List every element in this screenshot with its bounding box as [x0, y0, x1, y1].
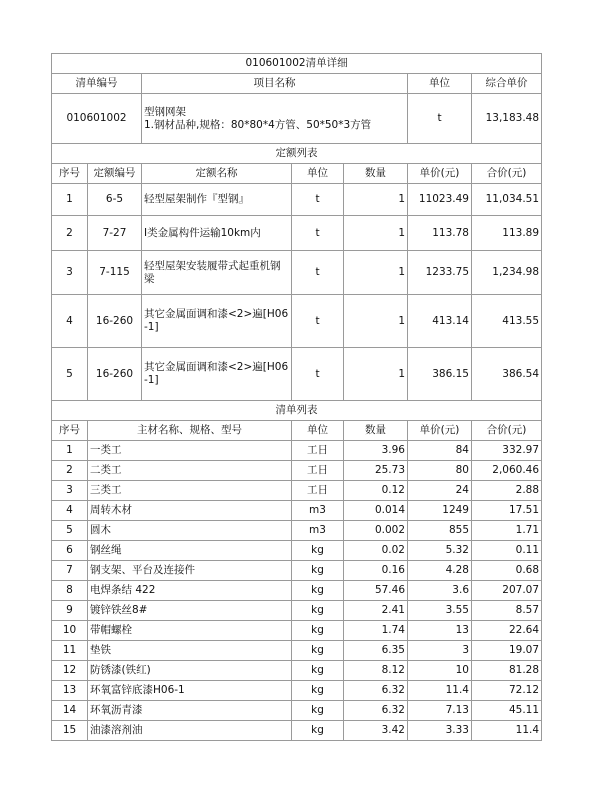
material-total: 72.12 [472, 681, 542, 701]
material-price: 10 [408, 661, 472, 681]
material-row [52, 521, 542, 541]
material-total-header: 合价(元) [472, 421, 542, 441]
material-row [52, 721, 542, 741]
material-total: 45.11 [472, 701, 542, 721]
material-qty: 6.35 [344, 641, 408, 661]
material-name: 钢丝绳 [88, 541, 292, 561]
material-row [52, 681, 542, 701]
material-price: 11.4 [408, 681, 472, 701]
material-name: 周转木材 [88, 501, 292, 521]
material-unit: kg [292, 561, 344, 581]
quota-qty: 1 [344, 251, 408, 295]
quota-name: 其它金属面调和漆<2>遍[H06-1] [142, 295, 292, 348]
item-header-row [52, 74, 542, 94]
item-name-line2: 1.钢材品种,规格：80*80*4方管、50*50*3方管 [144, 118, 372, 131]
material-seq: 15 [52, 721, 88, 741]
material-section-title: 清单列表 [52, 401, 542, 421]
material-seq: 12 [52, 661, 88, 681]
material-price-header: 单价(元) [408, 421, 472, 441]
item-code: 010601002 [52, 94, 142, 144]
quota-code: 16-260 [88, 295, 142, 348]
table-title: 010601002清单详细 [52, 54, 542, 74]
material-price: 24 [408, 481, 472, 501]
material-total: 2.88 [472, 481, 542, 501]
quota-code: 6-5 [88, 184, 142, 216]
material-price: 7.13 [408, 701, 472, 721]
material-unit: kg [292, 661, 344, 681]
quota-unit: t [292, 184, 344, 216]
material-name: 圆木 [88, 521, 292, 541]
material-name: 电焊条结 422 [88, 581, 292, 601]
quota-name: 轻型屋架安装履带式起重机钢梁 [142, 251, 292, 295]
quota-price: 413.14 [408, 295, 472, 348]
material-qty: 0.002 [344, 521, 408, 541]
quota-unit: t [292, 216, 344, 251]
material-price: 5.32 [408, 541, 472, 561]
quota-qty: 1 [344, 295, 408, 348]
material-seq: 3 [52, 481, 88, 501]
quota-unit: t [292, 251, 344, 295]
material-unit: m3 [292, 521, 344, 541]
material-unit: kg [292, 701, 344, 721]
material-qty: 6.32 [344, 681, 408, 701]
item-unit-header: 单位 [408, 74, 472, 94]
material-name: 环氧富锌底漆H06-1 [88, 681, 292, 701]
material-row [52, 601, 542, 621]
material-unit: kg [292, 721, 344, 741]
material-name: 带帽螺栓 [88, 621, 292, 641]
quota-total: 11,034.51 [472, 184, 542, 216]
material-price: 1249 [408, 501, 472, 521]
item-row [52, 94, 542, 144]
material-qty: 8.12 [344, 661, 408, 681]
material-price: 855 [408, 521, 472, 541]
material-total: 207.07 [472, 581, 542, 601]
material-seq: 4 [52, 501, 88, 521]
material-total: 11.4 [472, 721, 542, 741]
material-seq: 2 [52, 461, 88, 481]
quota-price: 1233.75 [408, 251, 472, 295]
material-seq: 9 [52, 601, 88, 621]
material-total: 0.68 [472, 561, 542, 581]
material-price: 3 [408, 641, 472, 661]
quota-row [52, 295, 542, 348]
material-row [52, 481, 542, 501]
quota-row [52, 251, 542, 295]
material-seq: 7 [52, 561, 88, 581]
material-row [52, 461, 542, 481]
material-total: 81.28 [472, 661, 542, 681]
quota-seq: 5 [52, 348, 88, 401]
material-qty: 0.02 [344, 541, 408, 561]
quota-row [52, 216, 542, 251]
material-seq: 10 [52, 621, 88, 641]
material-price: 3.6 [408, 581, 472, 601]
quota-qty: 1 [344, 184, 408, 216]
quota-header-row [52, 164, 542, 184]
material-row [52, 561, 542, 581]
material-row [52, 661, 542, 681]
quota-unit: t [292, 295, 344, 348]
material-header-row [52, 421, 542, 441]
quota-seq: 4 [52, 295, 88, 348]
item-code-header: 清单编号 [52, 74, 142, 94]
quota-code: 7-27 [88, 216, 142, 251]
quota-seq: 3 [52, 251, 88, 295]
detail-table [51, 53, 542, 741]
quota-unit-header: 单位 [292, 164, 344, 184]
quota-total: 113.89 [472, 216, 542, 251]
material-row [52, 441, 542, 461]
material-price: 4.28 [408, 561, 472, 581]
material-qty: 3.42 [344, 721, 408, 741]
material-unit: kg [292, 681, 344, 701]
material-name: 防锈漆(铁红) [88, 661, 292, 681]
material-total: 8.57 [472, 601, 542, 621]
material-row [52, 541, 542, 561]
material-qty: 2.41 [344, 601, 408, 621]
quota-price: 386.15 [408, 348, 472, 401]
material-unit: 工日 [292, 461, 344, 481]
quota-price: 113.78 [408, 216, 472, 251]
quota-seq: 2 [52, 216, 88, 251]
material-seq: 11 [52, 641, 88, 661]
quota-total: 386.54 [472, 348, 542, 401]
material-seq-header: 序号 [52, 421, 88, 441]
material-unit: 工日 [292, 441, 344, 461]
quota-qty: 1 [344, 216, 408, 251]
item-price-header: 综合单价 [472, 74, 542, 94]
material-total: 19.07 [472, 641, 542, 661]
material-seq: 8 [52, 581, 88, 601]
quota-total: 1,234.98 [472, 251, 542, 295]
quota-name: 轻型屋架制作『型钢』 [142, 184, 292, 216]
material-row [52, 581, 542, 601]
material-row [52, 621, 542, 641]
material-name: 一类工 [88, 441, 292, 461]
material-total: 17.51 [472, 501, 542, 521]
material-total: 0.11 [472, 541, 542, 561]
material-name: 三类工 [88, 481, 292, 501]
material-qty: 57.46 [344, 581, 408, 601]
quota-total-header: 合价(元) [472, 164, 542, 184]
material-unit: kg [292, 581, 344, 601]
quota-unit: t [292, 348, 344, 401]
material-seq: 5 [52, 521, 88, 541]
item-name [142, 94, 408, 144]
material-name: 钢支架、平台及连接件 [88, 561, 292, 581]
material-unit: kg [292, 641, 344, 661]
material-qty-header: 数量 [344, 421, 408, 441]
material-qty: 1.74 [344, 621, 408, 641]
quota-code: 7-115 [88, 251, 142, 295]
material-price: 3.55 [408, 601, 472, 621]
material-unit: kg [292, 601, 344, 621]
quota-section-title: 定额列表 [52, 144, 542, 164]
material-qty: 3.96 [344, 441, 408, 461]
material-name: 环氧沥青漆 [88, 701, 292, 721]
material-price: 3.33 [408, 721, 472, 741]
quota-name: 其它金属面调和漆<2>遍[H06-1] [142, 348, 292, 401]
material-unit-header: 单位 [292, 421, 344, 441]
material-price: 80 [408, 461, 472, 481]
material-total: 2,060.46 [472, 461, 542, 481]
material-seq: 1 [52, 441, 88, 461]
quota-name: Ⅰ类金属构件运输10km内 [142, 216, 292, 251]
material-price: 13 [408, 621, 472, 641]
quota-seq-header: 序号 [52, 164, 88, 184]
material-price: 84 [408, 441, 472, 461]
item-unit: t [408, 94, 472, 144]
material-name: 二类工 [88, 461, 292, 481]
material-name-header: 主材名称、规格、型号 [88, 421, 292, 441]
material-unit: m3 [292, 501, 344, 521]
material-row [52, 501, 542, 521]
material-name: 油漆溶剂油 [88, 721, 292, 741]
material-total: 332.97 [472, 441, 542, 461]
item-name-line1: 型钢网架 [144, 105, 186, 118]
material-total: 1.71 [472, 521, 542, 541]
quota-qty: 1 [344, 348, 408, 401]
item-price: 13,183.48 [472, 94, 542, 144]
quota-seq: 1 [52, 184, 88, 216]
material-name: 垫铁 [88, 641, 292, 661]
material-qty: 0.014 [344, 501, 408, 521]
material-unit: 工日 [292, 481, 344, 501]
quota-price: 11023.49 [408, 184, 472, 216]
material-total: 22.64 [472, 621, 542, 641]
material-name: 镀锌铁丝8# [88, 601, 292, 621]
quota-price-header: 单价(元) [408, 164, 472, 184]
quota-code: 16-260 [88, 348, 142, 401]
material-row [52, 641, 542, 661]
quota-total: 413.55 [472, 295, 542, 348]
material-qty: 0.16 [344, 561, 408, 581]
material-seq: 13 [52, 681, 88, 701]
quota-name-header: 定额名称 [142, 164, 292, 184]
quota-row [52, 184, 542, 216]
material-qty: 0.12 [344, 481, 408, 501]
quota-qty-header: 数量 [344, 164, 408, 184]
quota-code-header: 定额编号 [88, 164, 142, 184]
material-seq: 6 [52, 541, 88, 561]
material-row [52, 701, 542, 721]
item-name-header: 项目名称 [142, 74, 408, 94]
material-qty: 25.73 [344, 461, 408, 481]
quota-row [52, 348, 542, 401]
material-seq: 14 [52, 701, 88, 721]
material-unit: kg [292, 621, 344, 641]
material-unit: kg [292, 541, 344, 561]
material-qty: 6.32 [344, 701, 408, 721]
